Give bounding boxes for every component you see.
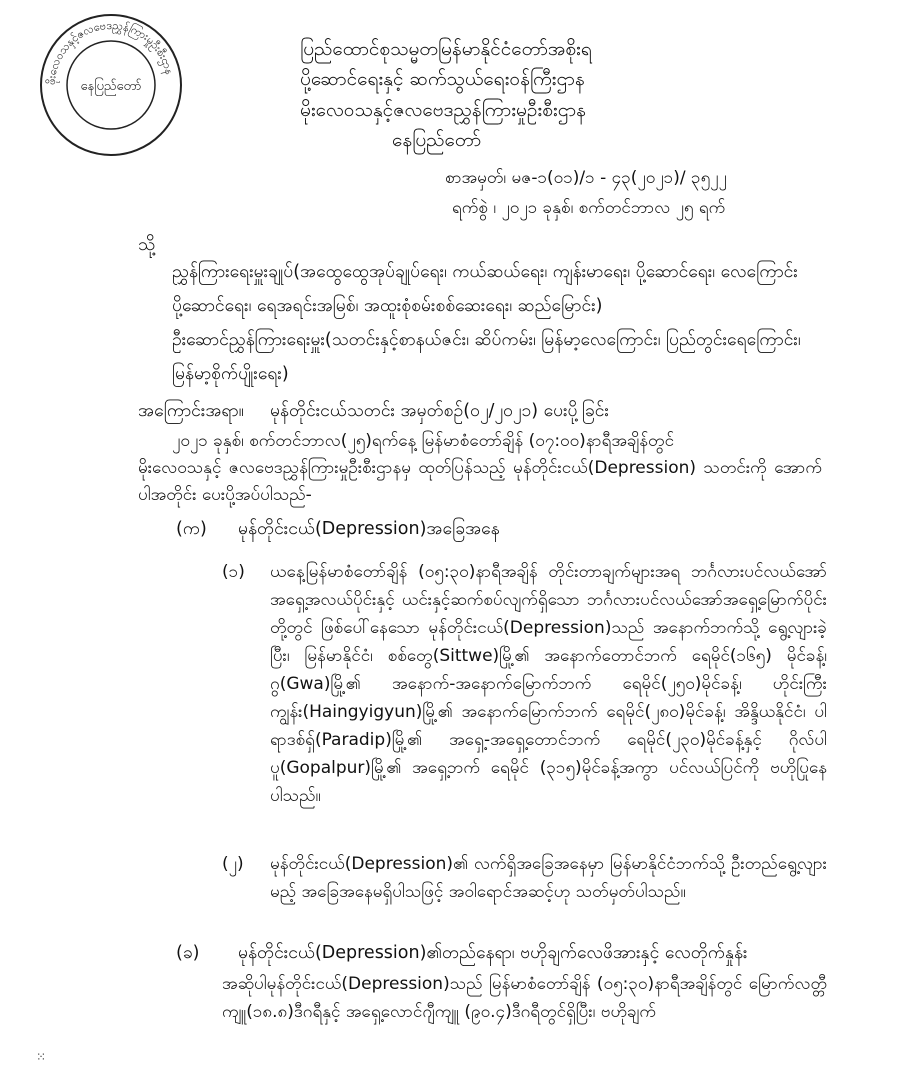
item-2-text: မုန်တိုင်းငယ်(Depression)၏ လက်ရှိအခြေအနေမှာ မြန်မာနိုင်ငံဘက်သို့ ဦးတည်ရွေ့လျားမည့် အခြေအနေမရှိပါသဖြင့် အဝါရောင်အဆင့်ဟု သတ်မှတ်ပါသည်။ bbox=[270, 854, 827, 902]
list-item bbox=[222, 558, 827, 810]
section-b-heading bbox=[176, 940, 747, 966]
item-1-number: (၁) bbox=[222, 562, 245, 582]
intro-first-line: ၂၀၂၁ ခုနှစ်၊ စက်တင်ဘာလ(၂၅)ရက်နေ့ မြန်မာစံတော်ချိန် (၀၇:၀၀)နာရီအချိန်တွင် bbox=[172, 431, 674, 451]
list-item bbox=[222, 850, 827, 906]
seal-stamp-icon bbox=[36, 10, 186, 160]
header-city: နေပြည်တော် bbox=[392, 129, 482, 151]
footer-mark: ⁙ bbox=[36, 1050, 47, 1064]
header-department-name: မိုးလေဝသနှင့်ဇလဗေဒညွှန်ကြားမှုဦးစီးဌာန bbox=[300, 99, 586, 121]
subject-text: မုန်တိုင်းငယ်သတင်း အမှတ်စဉ်(၀၂/၂၀၂၁) ပေးပို့ခြင်း bbox=[269, 401, 609, 421]
office-seal bbox=[36, 10, 186, 160]
section-b-paragraph: အဆိုပါမုန်တိုင်းငယ်(Depression)သည် မြန်မာစံတော်ချိန် (၀၅:၃၀)နာရီအချိန်တွင် မြောက်လတ္တီကျူ(၁၈.၈)ဒီဂရီနှင့် အရှေ့လောင်ဂျီကျူ (၉၀.၄)ဒီဂရီတွင်ရှိပြီး၊ ဗဟိုချက် bbox=[222, 974, 827, 1022]
addressee-block: ညွှန်ကြားရေးမှူးချုပ်(အထွေထွေအုပ်ချုပ်ရေး၊ ကယ်ဆယ်ရေး၊ ကျန်းမာရေး၊ ပို့ဆောင်ရေး၊ လေကြောင်းပို့ဆောင်ရေး၊ ရေအရင်းအမြစ်၊ အထူးစုံစမ်းစစ်ဆေးရေး၊ ဆည်မြောင်း) ဦးဆောင်ညွှန်ကြားရေးမှူး(သတင်းနှင့်စာနယ်ဇင်း၊ ဆိပ်ကမ်း၊ မြန်မာ့လေကြောင်း၊ ပြည်တွင်းရေကြောင်း၊ မြန်မာ့စိုက်ပျိုးရေး) bbox=[172, 262, 801, 384]
intro-paragraph bbox=[138, 428, 822, 509]
item-1-text: ယနေ့မြန်မာစံတော်ချိန် (၀၅:၃၀)နာရီအချိန် တိုင်းတာချက်များအရ ဘင်္ဂလားပင်လယ်အော်အရှေ့အလယ်ပိုင်းနှင့် ယင်းနှင့်ဆက်စပ်လျက်ရှိသော ဘင်္ဂလားပင်လယ်အော်အရှေ့မြောက်ပိုင်းတို့တွင် ဖြစ်ပေါ်နေသော မုန်တိုင်းငယ်(Depression)သည် အနောက်ဘက်သို့ ရွေ့လျားခဲ့ပြီး၊ မြန်မာနိုင်ငံ၊ စစ်တွေ(Sittwe)မြို့၏ အနောက်တောင်ဘက် ရေမိုင်(၁၆၅) မိုင်ခန့်၊ ဂွ(Gwa)မြို့၏ အနောက်-အနောက်မြောက်ဘက် ရေမိုင်(၂၅၀)မိုင်ခန့်၊ ဟိုင်းကြီးကျွန်း(Haingyigyun)မြို့၏ အနောက်မြောက်ဘက် ရေမိုင်(၂၈၀)မိုင်ခန့်၊ အိန္ဒိယနိုင်ငံ၊ ပါရာဒစ်ရှ်(Paradip)မြို့၏ အရှေ့-အရှေ့တောင်ဘက် ရေမိုင်(၂၃၀)မိုင်ခန့်နှင့် ဂိုလ်ပါပူ(Gopalpur)မြို့၏ အရှေ့ဘက် ရေမိုင် (၃၁၅)မိုင်ခန့်အကွာ ပင်လယ်ပြင်ကို ဗဟိုပြုနေပါသည်။ bbox=[270, 562, 827, 806]
section-a-number: (က) bbox=[176, 519, 207, 539]
section-b-title: မုန်တိုင်းငယ်(Depression)၏တည်နေရာ၊ ဗဟိုချက်လေဖိအားနှင့် လေတိုက်နှုန်း bbox=[238, 943, 748, 963]
section-b-number: (ခ) bbox=[176, 943, 200, 963]
header-ministry-name: ပို့ဆောင်ရေးနှင့် ဆက်သွယ်ရေးဝန်ကြီးဌာန bbox=[300, 68, 585, 90]
svg-text:ဖိုးလေဝသနှင့်ဇလဗေဒညွှန်ကြားမှု: ဖိုးလေဝသနှင့်ဇလဗေဒညွှန်ကြားမှုဦးစီးဌာန bbox=[44, 18, 176, 86]
intro-continuation: မိုးလေဝသနှင့် ဇလဗေဒညွှန်ကြားမှုဦးစီးဌာနမှ ထုတ်ပြန်သည့် မုန်တိုင်းငယ်(Depression) သတင်းကို အောက်ပါအတိုင်း ပေးပို့အပ်ပါသည်- bbox=[138, 458, 822, 505]
subject-line bbox=[138, 398, 838, 424]
header-ministry-title: ပြည်ထောင်စုသမ္မတမြန်မာနိုင်ငံတော်အစိုးရ bbox=[300, 38, 592, 60]
svg-text:နေပြည်တော်: နေပြည်တော် bbox=[80, 79, 142, 94]
subject-label: အကြောင်းအရာ။ bbox=[138, 401, 244, 421]
section-a-heading bbox=[176, 516, 500, 542]
letter-date: ရက်စွဲ ၊ ၂၀၂၁ ခုနှစ်၊ စက်တင်ဘာလ ၂၅ ရက် bbox=[452, 198, 726, 218]
to-label: သို့ bbox=[138, 234, 156, 255]
letter-number: စာအမှတ်၊ မဇ-၁(၀၁)/၁ - ၄၃(၂၀၂၁)/ ၃၅၂၂ bbox=[445, 168, 727, 188]
section-a-title: မုန်တိုင်းငယ်(Depression)အခြေအနေ bbox=[238, 519, 500, 539]
item-2-number: (၂) bbox=[222, 854, 244, 874]
